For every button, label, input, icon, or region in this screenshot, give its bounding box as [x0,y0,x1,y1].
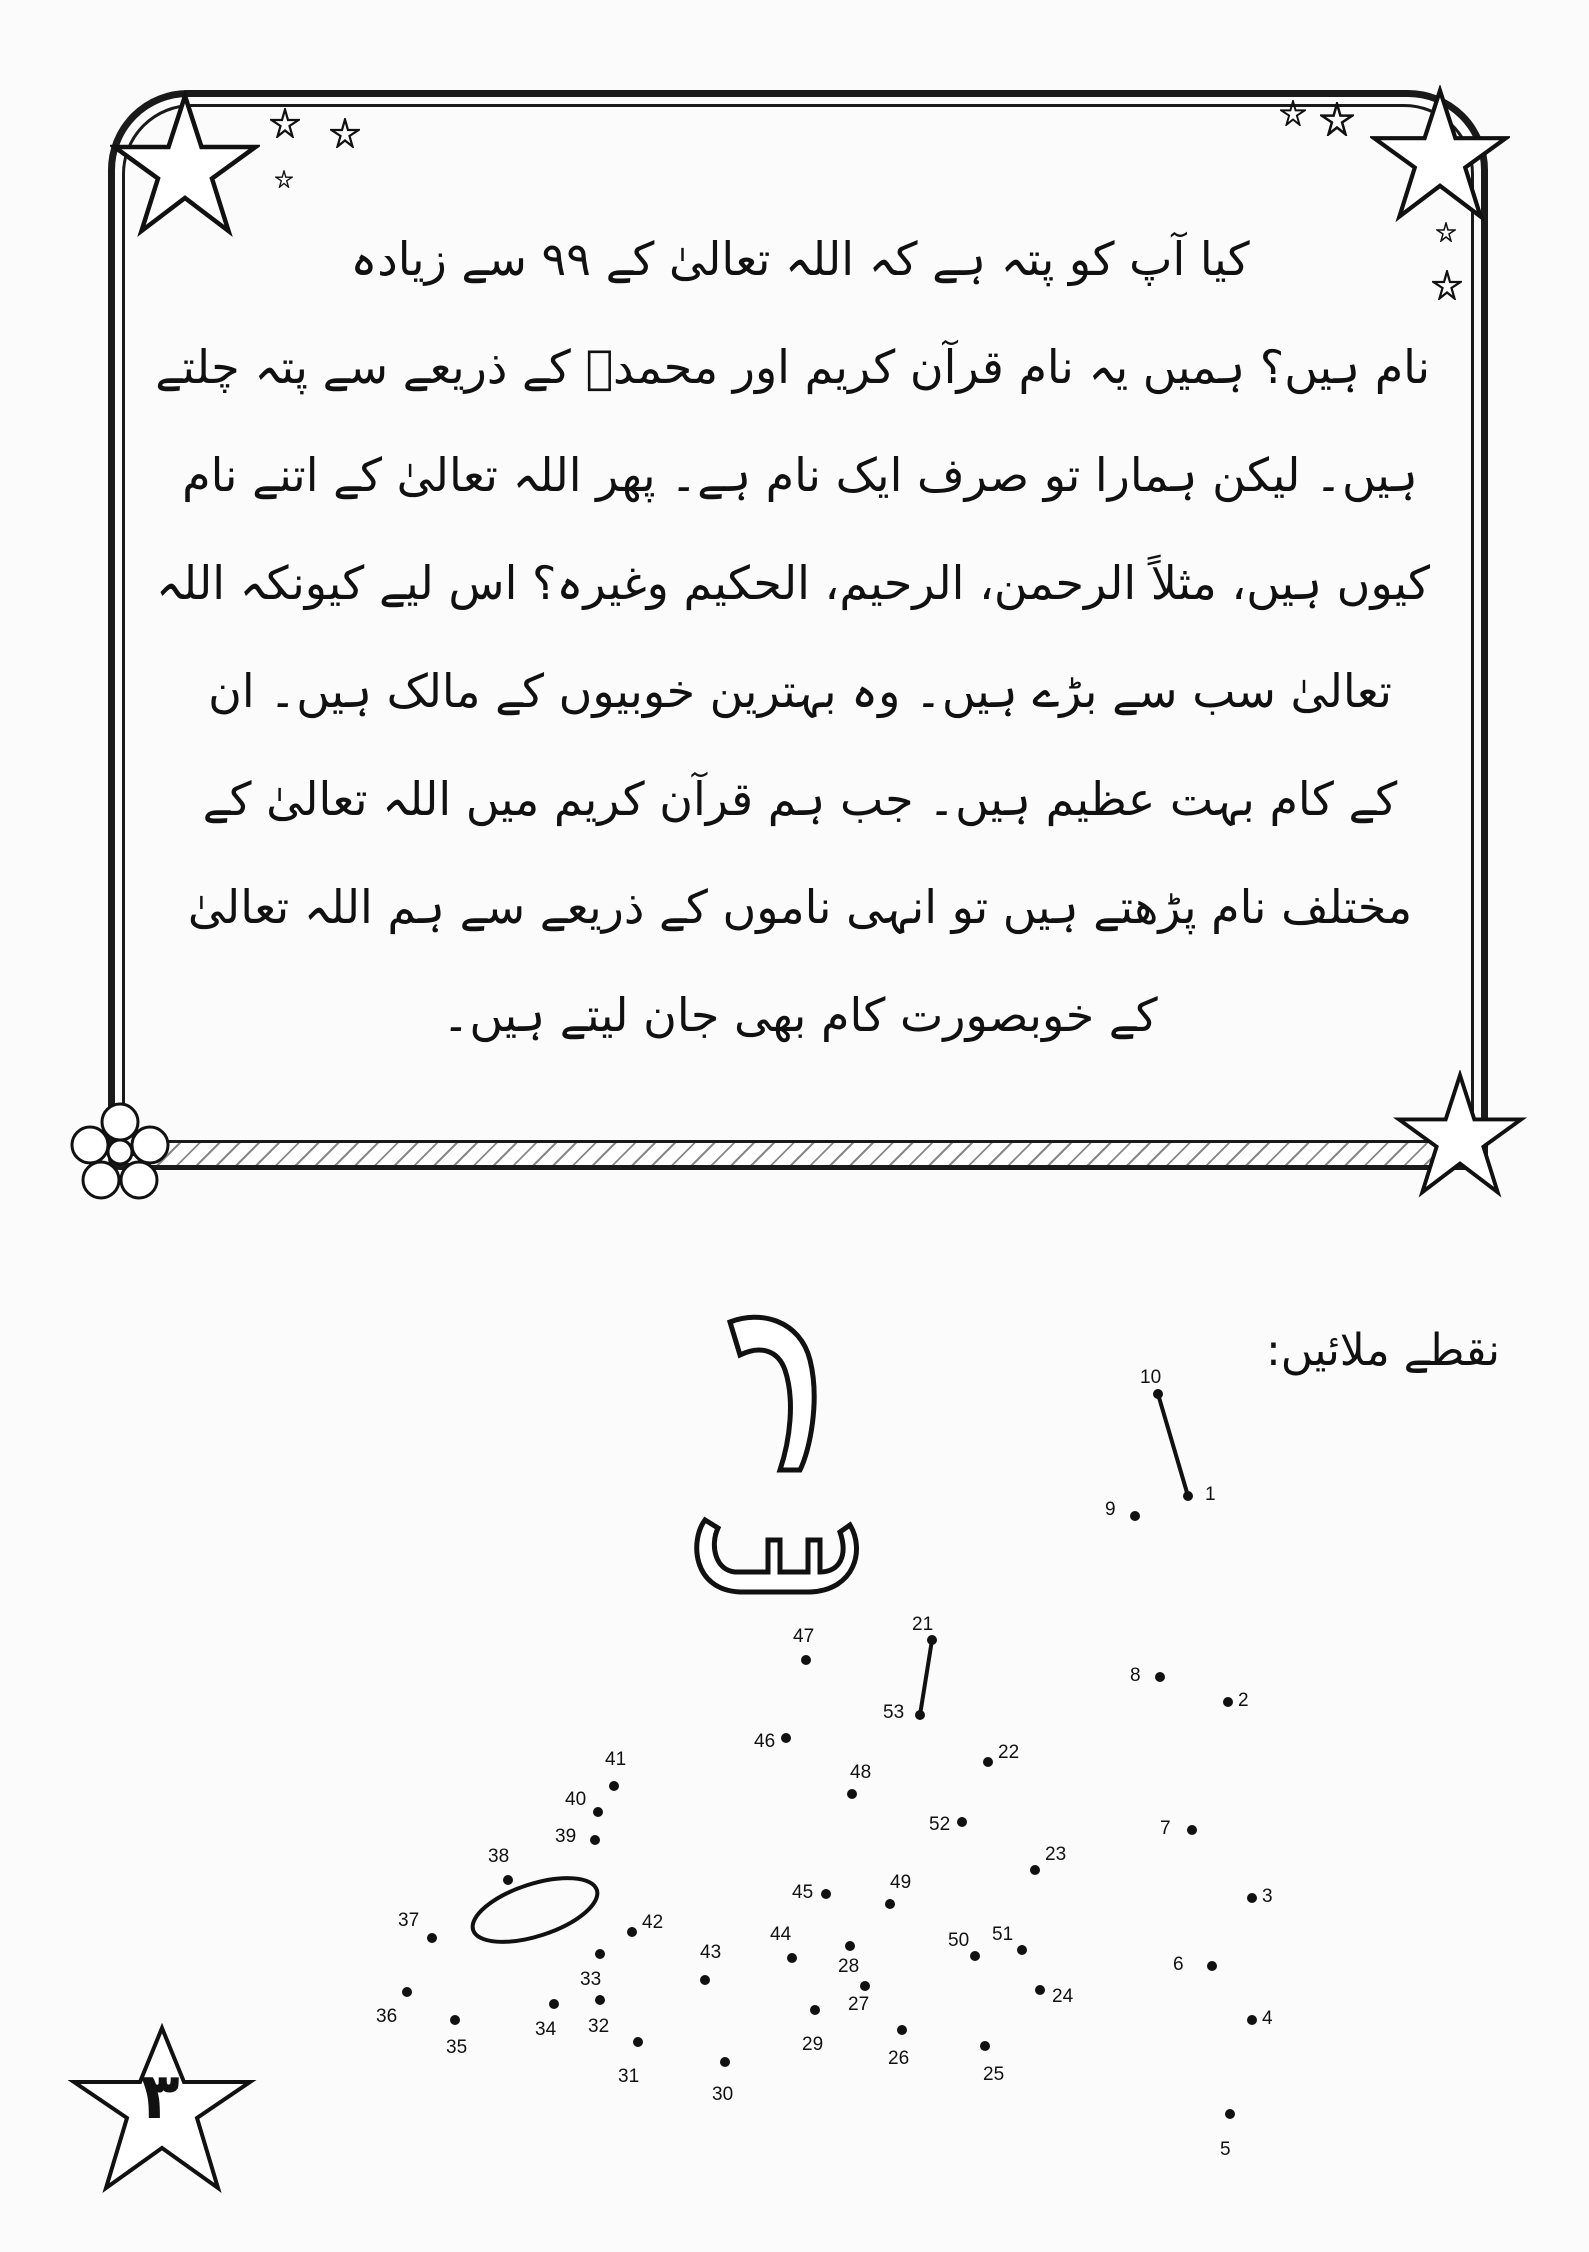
dot-7[interactable] [1187,1825,1197,1835]
dot-label: 22 [998,1742,1020,1763]
dot-53[interactable] [915,1710,925,1720]
dot-5[interactable] [1225,2109,1235,2119]
dot-2[interactable] [1223,1697,1233,1707]
dot-label: 4 [1262,2008,1273,2029]
dot-label: 28 [838,1956,860,1977]
instruction-heading: نقطے ملائیں: [1265,1325,1500,1376]
dot-26[interactable] [897,2025,907,2035]
dot-label: 39 [555,1826,577,1847]
dot-48[interactable] [847,1789,857,1799]
dot-label: 40 [565,1789,587,1810]
dot-label: 5 [1220,2139,1231,2160]
dot-41[interactable] [609,1781,619,1791]
dot-label: 26 [888,2048,910,2069]
dot-1[interactable] [1183,1491,1193,1501]
dot-label: 31 [618,2066,640,2087]
dot-label: 38 [488,1846,510,1867]
dot-label: 44 [770,1924,792,1945]
dot-34[interactable] [549,1999,559,2009]
dot-label: 47 [793,1626,815,1647]
dot-label: 35 [446,2037,468,2058]
dot-10[interactable] [1153,1389,1163,1399]
paragraph-line: ہیں۔ لیکن ہمارا تو صرف ایک نام ہے۔ پھر اللہ تعالیٰ کے اتنے نام [182,448,1418,502]
dot-42[interactable] [627,1927,637,1937]
dot-38[interactable] [503,1875,513,1885]
dot-label: 29 [802,2034,824,2055]
dot-label: 23 [1045,1844,1067,1865]
dot-label: 2 [1238,1690,1249,1711]
dot-36[interactable] [402,1987,412,1997]
dot-49[interactable] [885,1899,895,1909]
dot-label: 25 [983,2064,1005,2085]
dot-30[interactable] [720,2057,730,2067]
dot-label: 43 [700,1942,722,1963]
dot-9[interactable] [1130,1511,1140,1521]
dot-40[interactable] [593,1807,603,1817]
page-number: ۳ [140,2060,180,2134]
dot-22[interactable] [983,1757,993,1767]
dot-50[interactable] [970,1951,980,1961]
dot-47[interactable] [801,1655,811,1665]
dot-44[interactable] [787,1953,797,1963]
paragraph-line: کے کام بہت عظیم ہیں۔ جب ہم قرآن کریم میں اللہ تعالیٰ کے [202,772,1398,826]
dot-label: 46 [754,1731,776,1752]
dot-28[interactable] [845,1941,855,1951]
dot-23[interactable] [1030,1865,1040,1875]
dot-39[interactable] [590,1835,600,1845]
dot-32[interactable] [595,1995,605,2005]
dot-37[interactable] [427,1933,437,1943]
dot-label: 8 [1130,1665,1141,1686]
dot-25[interactable] [980,2041,990,2051]
dot-label: 27 [848,1994,870,2015]
dot-label: 42 [642,1912,664,1933]
dot-label: 24 [1052,1986,1074,2007]
dot-label: 36 [376,2006,398,2027]
paragraph-line: کے خوبصورت کام بھی جان لیتے ہیں۔ [442,988,1158,1042]
dot-label: 52 [929,1814,951,1835]
dot-label: 30 [712,2084,734,2105]
dot-52[interactable] [957,1817,967,1827]
dot-33[interactable] [595,1949,605,1959]
dot-46[interactable] [781,1733,791,1743]
dot-label: 45 [792,1882,814,1903]
dot-27[interactable] [860,1981,870,1991]
dot-4[interactable] [1247,2015,1257,2025]
paragraph-line: تعالیٰ سب سے بڑے ہیں۔ وہ بہترین خوبیوں کے مالک ہیں۔ ان [208,664,1392,718]
dot-31[interactable] [633,2037,643,2047]
dot-label: 6 [1173,1954,1184,1975]
dot-label: 9 [1105,1499,1116,1520]
dot-35[interactable] [450,2015,460,2025]
dot-6[interactable] [1207,1961,1217,1971]
dot-label: 37 [398,1910,420,1931]
dot-45[interactable] [821,1889,831,1899]
paragraph-line: مختلف نام پڑھتے ہیں تو انہی ناموں کے ذریعے سے ہم اللہ تعالیٰ [187,880,1413,934]
dot-label: 10 [1140,1367,1162,1388]
paragraph-line: نام ہیں؟ ہمیں یہ نام قرآن کریم اور محمدؐ کے ذریعے سے پتہ چلتے [155,340,1430,394]
dot-label: 32 [588,2016,610,2037]
dot-label: 51 [992,1924,1014,1945]
dot-label: 1 [1205,1484,1216,1505]
dot-label: 7 [1160,1818,1171,1839]
dot-24[interactable] [1035,1985,1045,1995]
dot-label: 34 [535,2019,557,2040]
dot-51[interactable] [1017,1945,1027,1955]
dot-29[interactable] [810,2005,820,2015]
dot-label: 41 [605,1749,627,1770]
dot-21[interactable] [927,1635,937,1645]
dot-label: 21 [912,1614,934,1635]
dot-label: 3 [1262,1886,1273,1907]
dot-label: 50 [948,1930,970,1951]
dot-label: 49 [890,1872,912,1893]
paragraph-line: کیا آپ کو پتہ ہے کہ اللہ تعالیٰ کے ۹۹ سے زیادہ [350,232,1250,286]
dot-label: 48 [850,1762,872,1783]
dot-43[interactable] [700,1975,710,1985]
dot-8[interactable] [1155,1672,1165,1682]
dot-3[interactable] [1247,1893,1257,1903]
paragraph-line: کیوں ہیں، مثلاً الرحمن، الرحیم، الحکیم وغیرہ؟ اس لیے کیونکہ اللہ [156,556,1430,610]
dot-label: 33 [580,1969,602,1990]
dot-label: 53 [883,1702,905,1723]
